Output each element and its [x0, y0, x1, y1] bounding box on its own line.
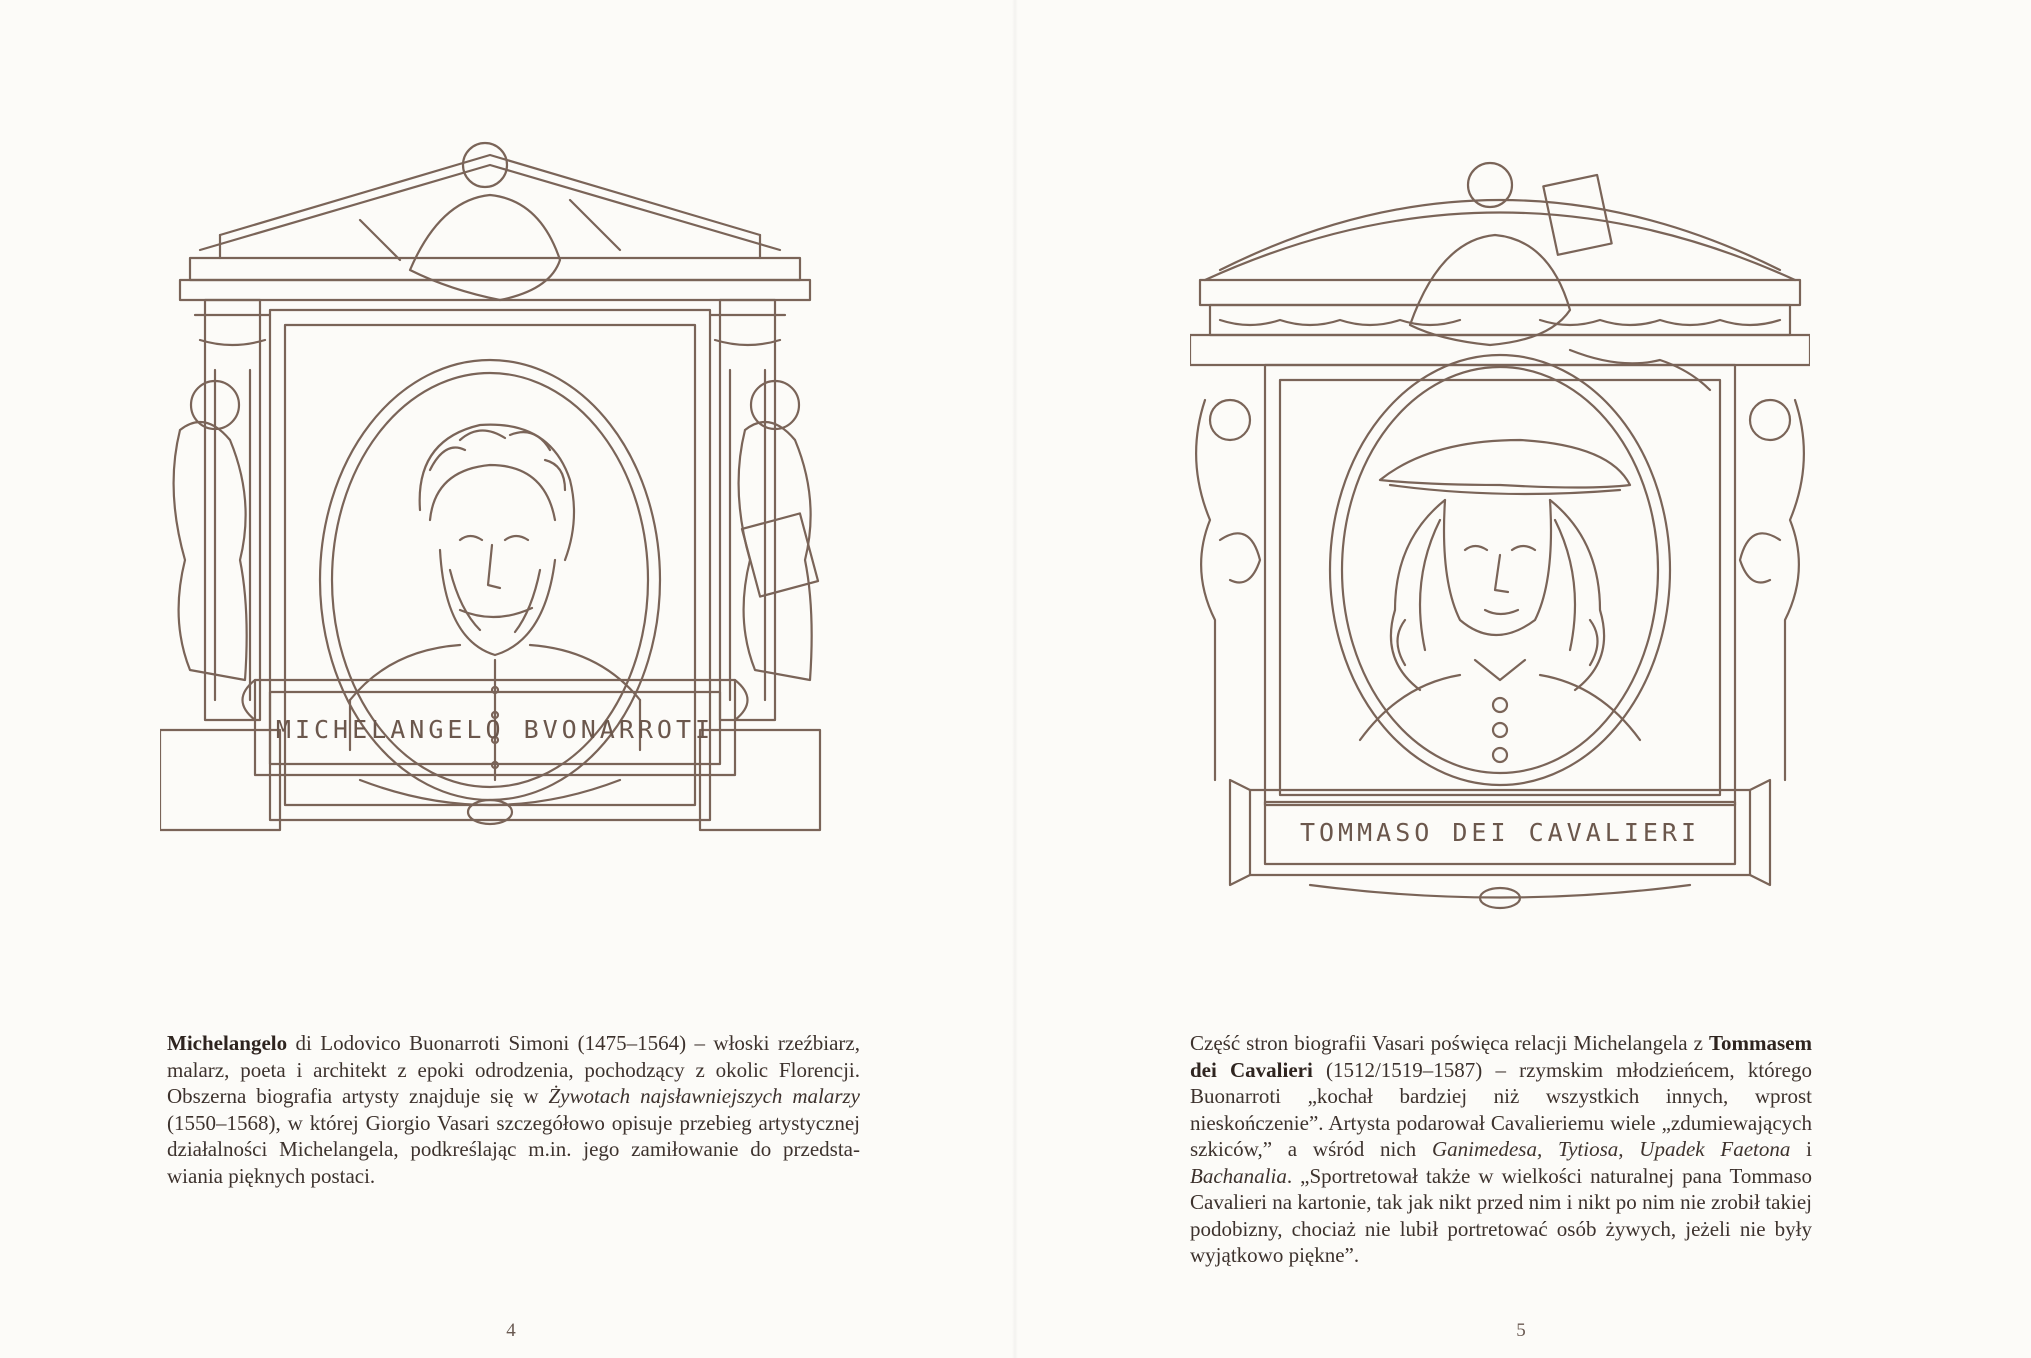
page-number: 4 — [506, 1320, 516, 1341]
work-title: Bachanalia — [1190, 1163, 1287, 1188]
relationship-paragraph — [1190, 1030, 1812, 1269]
ornamental-frame-icon — [160, 140, 860, 1010]
name-michelangelo: Michelangelo — [167, 1031, 288, 1055]
works-titles: Ganimedesa, Tytiosa, Upadek Faetona — [1431, 1137, 1791, 1161]
cavalieri-portrait-illustration — [1190, 140, 1810, 970]
paragraph-text: di Lodovico Buonarroti Simoni (1475–1564) – włoski rzeźbiarz, malarz, poeta i architekt z epoki odrodzenia, pochodzący z okolic Florencji. Obszerna biografia artysty znajduje się w — [167, 1031, 860, 1108]
page-number: 5 — [1516, 1320, 1526, 1341]
paragraph-text: i — [1790, 1137, 1812, 1161]
portrait-frame-label: MICHELANGELO BVONARROTI — [275, 715, 715, 744]
paragraph-text: (1512/1519–1587) – rzymskim młodzieńcem, którego Buonarroti „kochał bardziej niż wszystkich innych, wprost nieskończenie”. Artysta podarował Cavalieriemu wiele „zdumiewających szkiców,” a wśród nich — [1190, 1057, 1812, 1161]
paragraph-text: Część stron biografii Vasari poświęca relacji Michelangela z — [1190, 1031, 1709, 1055]
portrait-frame-label: TOMMASO DEI CAVALIERI — [1299, 818, 1701, 847]
name-cavalieri: Tommasem dei Cavalieri — [1190, 1031, 1812, 1082]
ornamental-frame-icon — [1190, 140, 1810, 970]
paragraph-text: . „Sportretował także w wielkości naturalnej pana Tommaso Cavalieri na kartonie, tak jak nikt przed nim i nikt po nim nie zrobił takiej podobizny, chociaż nie lubił portretować osób żywych, jeżeli nie były wyjątkowo piękne”. — [1190, 1163, 1812, 1267]
book-title: Żywotach najsławniejszych malarzy — [548, 1084, 861, 1108]
left-page — [0, 0, 1015, 1358]
biography-paragraph — [167, 1030, 860, 1189]
paragraph-text: (1550–1568), w której Giorgio Vasari szczegółowo opisuje przebieg artystycznej działalności Michelangela, podkreślając m.in. jego zamiłowanie do przedstawiania pięknych postaci. — [167, 1110, 860, 1188]
michelangelo-portrait-illustration — [160, 140, 860, 1010]
right-page — [1015, 0, 2031, 1358]
